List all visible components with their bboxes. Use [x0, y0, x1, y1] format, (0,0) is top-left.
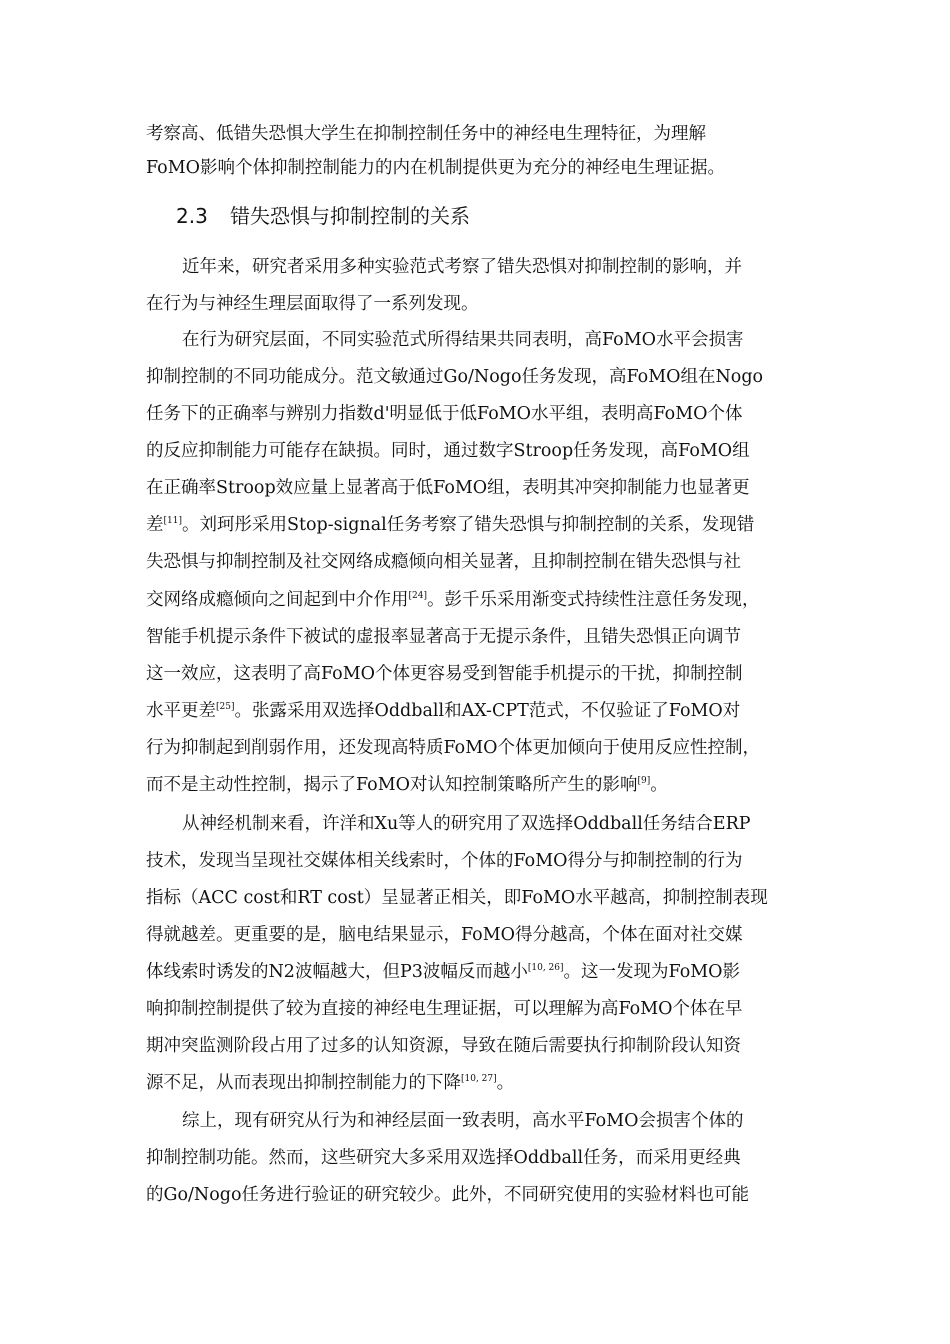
text-run: 期冲突监测阶段占用了过多的认知资源，导致在随后需要执行抑制阶段认知资 [146, 1036, 741, 1056]
text-line [146, 849, 808, 873]
text-run: 交网络成瘾倾向之间起到中介作用 [146, 590, 409, 610]
text-run: 。彭千乐采用渐变式持续性注意任务发现， [426, 590, 760, 610]
text-line [146, 923, 808, 947]
text-run: 源不足，从而表现出抑制控制能力的下降 [146, 1073, 461, 1093]
text-line [146, 662, 808, 686]
text-line [146, 736, 808, 760]
text-run: 在行为与神经生理层面取得了一系列发现。 [146, 294, 479, 314]
text-run: 在行为研究层面，不同实验范式所得结果共同表明，高FoMO水平会损害 [182, 330, 744, 350]
text-run: 技术，发现当呈现社交媒体相关线索时，个体的FoMO得分与抑制控制的行为 [146, 851, 743, 871]
text-line [146, 699, 808, 723]
text-line [146, 1034, 808, 1058]
text-run: 。 [496, 1073, 515, 1093]
citation-ref: [24] [408, 591, 427, 601]
text-line [146, 365, 808, 389]
text-run: 失恐惧与抑制控制及社交网络成瘾倾向相关显著，且抑制控制在错失恐惧与社 [146, 552, 741, 572]
section-number: 2.3 [176, 204, 208, 228]
section-title: 错失恐惧与抑制控制的关系 [230, 204, 470, 228]
text-run: 而不是主动性控制，揭示了FoMO对认知控制策略所产生的影响 [146, 775, 638, 795]
text-line [182, 1109, 844, 1133]
text-line [146, 402, 808, 426]
citation-ref: [10, 27] [461, 1074, 497, 1084]
text-run: 的反应抑制能力可能存在缺损。同时，通过数字Stroop任务发现，高FoMO组 [146, 441, 750, 461]
text-line [146, 886, 808, 910]
text-run: 体线索时诱发的N2波幅越大，但P3波幅反而越小 [146, 962, 528, 982]
citation-ref: [10, 26] [527, 963, 564, 973]
text-line [146, 773, 808, 797]
text-run: 。 [650, 775, 668, 795]
text-run: 在正确率Stroop效应量上显著高于低FoMO组，表明其冲突抑制能力也显著更 [146, 478, 750, 498]
text-line [182, 255, 844, 279]
text-line [146, 122, 808, 146]
section-heading [176, 202, 470, 230]
text-run: 智能手机提示条件下被试的虚报率显著高于无提示条件，且错失恐惧正向调节 [146, 627, 741, 647]
citation-ref: [25] [216, 702, 235, 712]
text-run: 水平更差 [146, 701, 216, 721]
text-run: 得就越差。更重要的是，脑电结果显示，FoMO得分越高，个体在面对社交媒 [146, 925, 743, 945]
text-line [146, 588, 808, 612]
text-run: 从神经机制来看，许洋和Xu等人的研究用了双选择Oddball任务结合ERP [182, 814, 751, 834]
text-run: 的Go/Nogo任务进行验证的研究较少。此外，不同研究使用的实验材料也可能 [146, 1185, 749, 1205]
text-run: 综上，现有研究从行为和神经层面一致表明，高水平FoMO会损害个体的 [182, 1111, 744, 1131]
text-line [146, 960, 808, 984]
text-line [146, 997, 808, 1021]
text-line [146, 513, 808, 537]
text-run: 抑制控制功能。然而，这些研究大多采用双选择Oddball任务，而采用更经典 [146, 1148, 741, 1168]
text-run: 考察高、低错失恐惧大学生在抑制控制任务中的神经电生理特征，为理解 [146, 124, 706, 144]
text-line [146, 1183, 808, 1207]
text-run: 抑制控制的不同功能成分。范文敏通过Go/Nogo任务发现，高FoMO组在Nogo [146, 367, 764, 387]
citation-ref: [11] [163, 516, 182, 526]
text-run: 近年来，研究者采用多种实验范式考察了错失恐惧对抑制控制的影响，并 [182, 257, 742, 277]
text-line [146, 625, 808, 649]
text-run: 响抑制控制提供了较为直接的神经电生理证据，可以理解为高FoMO个体在早 [146, 999, 743, 1019]
text-line [182, 812, 844, 836]
text-run: 。刘珂彤采用Stop-signal任务考察了错失恐惧与抑制控制的关系，发现错 [181, 515, 755, 535]
text-run: 。这一发现为FoMO影 [563, 962, 741, 982]
text-line [146, 156, 808, 180]
text-line [146, 476, 808, 500]
text-run: 指标（ACC cost和RT cost）呈显著正相关，即FoMO水平越高，抑制控制表现 [146, 888, 768, 908]
text-line [146, 550, 808, 574]
text-line [182, 328, 844, 352]
text-run: 。张露采用双选择Oddball和AX-CPT范式，不仅验证了FoMO对 [234, 701, 741, 721]
citation-ref: [9] [637, 776, 651, 786]
text-line [146, 1146, 808, 1170]
text-run: 差 [146, 515, 164, 535]
text-run: 这一效应，这表明了高FoMO个体更容易受到智能手机提示的干扰，抑制控制 [146, 664, 743, 684]
text-run: 任务下的正确率与辨别力指数d'明显低于低FoMO水平组，表明高FoMO个体 [146, 404, 743, 424]
text-line [146, 292, 808, 316]
text-line [146, 1071, 808, 1095]
text-run: FoMO影响个体抑制控制能力的内在机制提供更为充分的神经电生理证据。 [146, 158, 725, 178]
text-line [146, 439, 808, 463]
text-run: 行为抑制起到削弱作用，还发现高特质FoMO个体更加倾向于使用反应性控制， [146, 738, 760, 758]
